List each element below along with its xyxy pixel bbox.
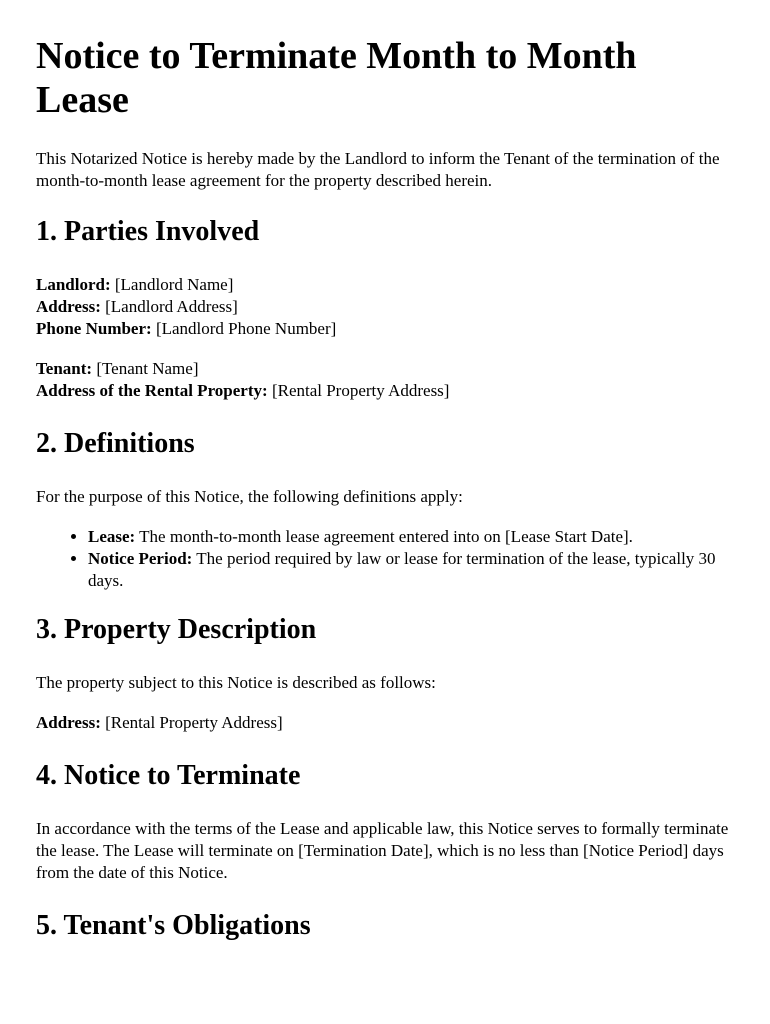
tenant-label: Tenant: <box>36 359 93 378</box>
landlord-address-value: [Landlord Address] <box>105 297 238 316</box>
landlord-label: Landlord: <box>36 275 111 294</box>
property-address-line <box>36 712 734 734</box>
tenant-line <box>36 358 734 380</box>
definition-term: Lease: <box>88 527 136 546</box>
rental-address-label: Address of the Rental Property: <box>36 381 268 400</box>
definitions-list <box>36 526 734 592</box>
landlord-block <box>36 274 734 340</box>
intro-paragraph: This Notarized Notice is hereby made by the Landlord to inform the Tenant of the termination of the month-to-month lease agreement for the property described herein. <box>36 149 720 190</box>
definition-term: Notice Period: <box>88 549 193 568</box>
landlord-line <box>36 274 734 296</box>
landlord-address-line <box>36 296 734 318</box>
definitions-intro: For the purpose of this Notice, the following definitions apply: <box>36 487 463 506</box>
section-heading-property: 3. Property Description <box>36 614 317 645</box>
list-item <box>88 548 734 592</box>
property-address-value: [Rental Property Address] <box>105 713 283 732</box>
landlord-phone-line <box>36 318 734 340</box>
rental-address-value: [Rental Property Address] <box>271 381 450 400</box>
section-heading-parties: 1. Parties Involved <box>36 216 260 247</box>
rental-address-line <box>36 380 734 402</box>
definition-text: The period required by law or lease for termination of the lease, typically 30 days. <box>88 549 716 590</box>
tenant-value: [Tenant Name] <box>96 359 199 378</box>
property-address-label: Address: <box>36 713 101 732</box>
section-heading-definitions: 2. Definitions <box>36 428 195 459</box>
landlord-phone-label: Phone Number: <box>36 319 152 338</box>
document-title: Notice to Terminate Month to Month Lease <box>36 35 637 121</box>
notice-paragraph: In accordance with the terms of the Lease and applicable law, this Notice serves to formally terminate the lease. The Lease will terminate on [Termination Date], which is no less than [Notice Period] days from the date of this Notice. <box>36 819 729 882</box>
property-intro: The property subject to this Notice is described as follows: <box>36 673 436 692</box>
landlord-address-label: Address: <box>36 297 101 316</box>
landlord-phone-value: [Landlord Phone Number] <box>155 319 337 338</box>
definition-text: The month-to-month lease agreement entered into on [Lease Start Date]. <box>139 527 633 546</box>
list-item <box>88 526 734 548</box>
section-heading-notice: 4. Notice to Terminate <box>36 760 301 791</box>
landlord-value: [Landlord Name] <box>114 275 234 294</box>
tenant-block <box>36 358 734 402</box>
section-heading-obligations: 5. Tenant's Obligations <box>36 910 311 941</box>
